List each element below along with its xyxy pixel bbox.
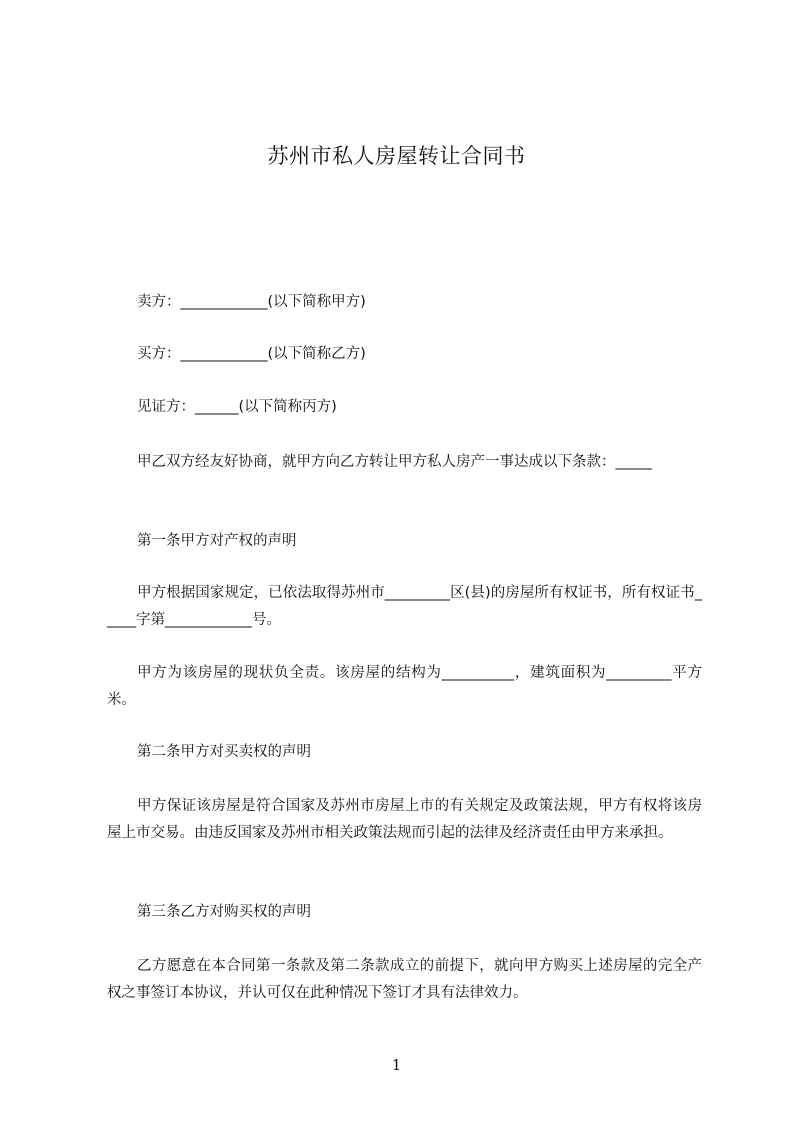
article-3-paragraph: 乙方愿意在本合同第一条款及第二条款成立的前提下，就向甲方购买上述房屋的完全产权之事签订本协议，并认可仅在此种情况下签订才具有法律效力。 <box>107 958 702 1001</box>
article-1-paragraph-1: 甲方根据国家规定，已依法取得苏州市_________区(县)的房屋所有权证书，所有权证书_____字第____________号。 <box>107 585 702 628</box>
witness-line: 见证方：______(以下简称丙方) <box>137 399 337 415</box>
article-2-heading: 第二条甲方对买卖权的声明 <box>137 744 311 760</box>
article-2-paragraph: 甲方保证该房屋是符合国家及苏州市房屋上市的有关规定及政策法规，甲方有权将该房屋上市交易。由违反国家及苏州市相关政策法规而引起的法律及经济责任由甲方来承担。 <box>107 798 702 841</box>
article-1-paragraph-2: 甲方为该房屋的现状负全责。该房屋的结构为__________，建筑面积为_________平方米。 <box>107 665 702 708</box>
article-3-heading: 第三条乙方对购买权的声明 <box>137 904 311 920</box>
intro-paragraph: 甲乙双方经友好协商，就甲方向乙方转让甲方私人房产一事达成以下条款：_____ <box>137 454 652 470</box>
document-title: 苏州市私人房屋转让合同书 <box>267 144 526 168</box>
article-1-heading: 第一条甲方对产权的声明 <box>137 533 297 549</box>
page-number: 1 <box>391 1056 402 1074</box>
seller-line: 卖方：____________(以下简称甲方) <box>137 294 366 310</box>
buyer-line: 买方：____________(以下简称乙方) <box>137 346 366 362</box>
